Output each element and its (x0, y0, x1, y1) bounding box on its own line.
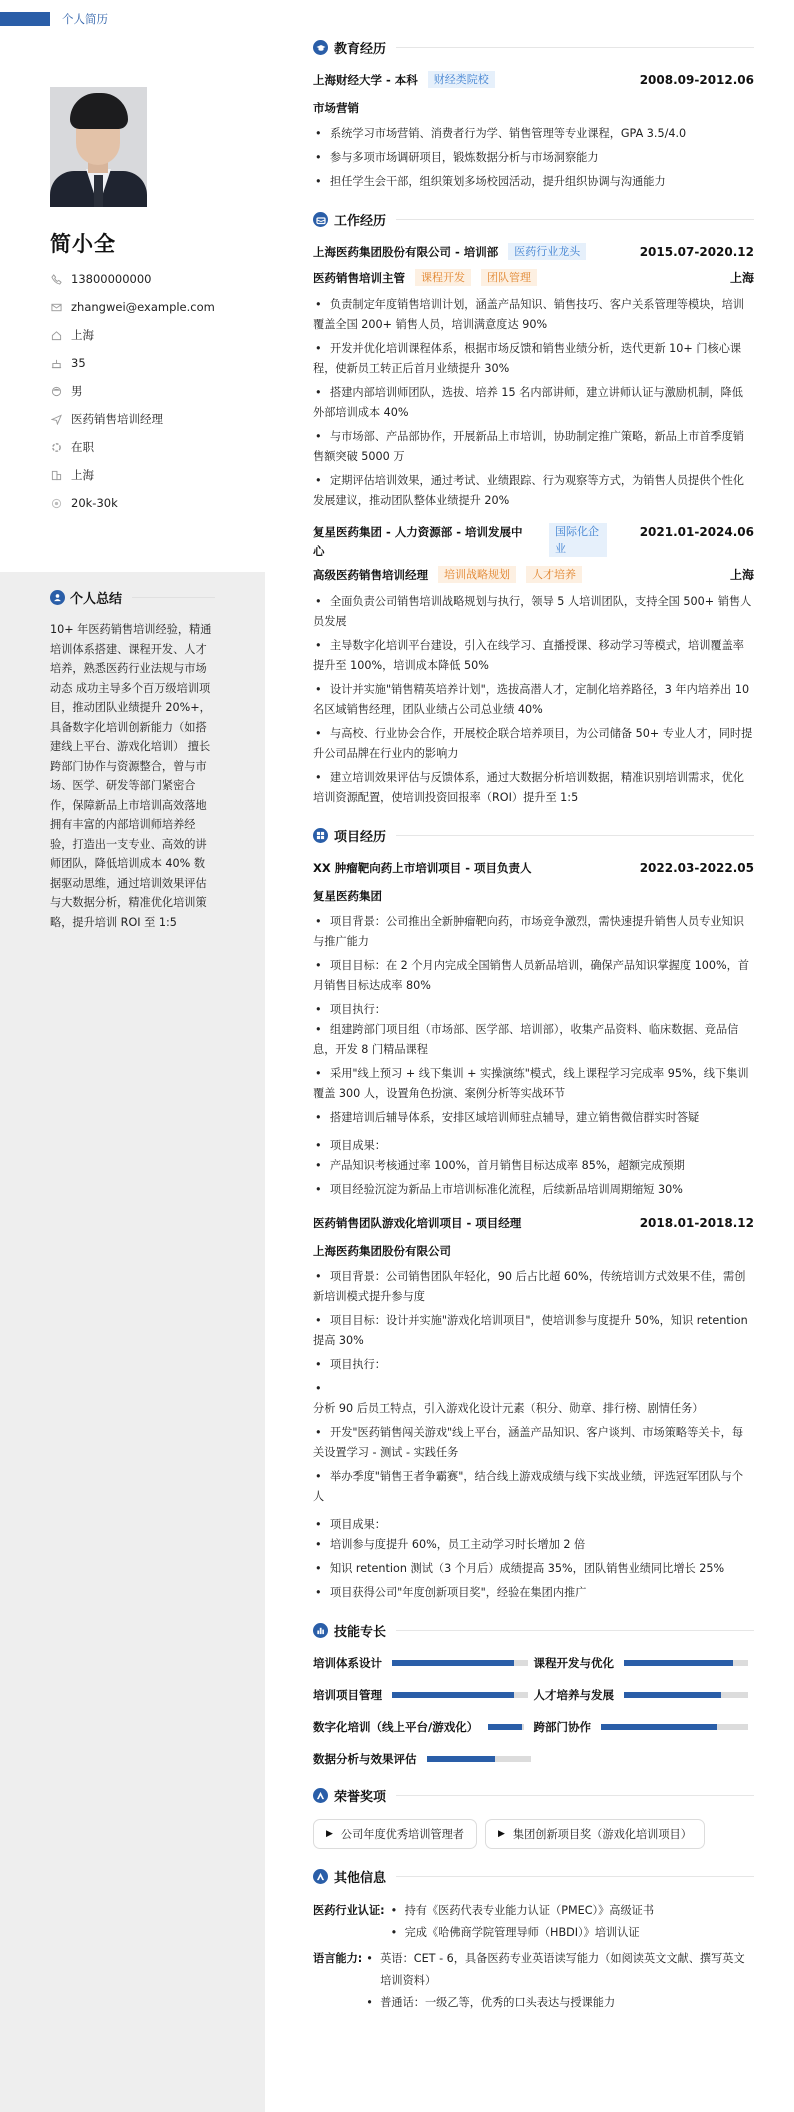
list-item: • 项目经验沉淀为新品上市培训标准化流程，后续新品培训周期缩短 30% (313, 1180, 754, 1200)
page-title: 个人简历 (62, 12, 108, 26)
info-city (50, 461, 215, 489)
list-item: • 项目目标：在 2 个月内完成全国销售人员新品培训，确保产品知识掌握度 100%，首月销售目标达成率 80% (313, 956, 754, 996)
skill-name: 培训项目管理 (313, 1688, 382, 1702)
cake-icon (50, 357, 62, 369)
info-icon (313, 1869, 328, 1884)
projects-title: 项目经历 (334, 830, 387, 845)
major: 市场营销 (313, 101, 359, 115)
other-header (313, 1867, 754, 1886)
divider (396, 219, 754, 220)
list-item: • 产品知识考核通过率 100%，首月销售目标达成率 85%，超额完成预期 (313, 1156, 754, 1176)
skill-bar (601, 1724, 748, 1730)
projects-header (313, 826, 754, 845)
skills-title: 技能专长 (334, 1625, 387, 1640)
list-item: • 项目执行： (313, 1000, 754, 1020)
skill-item (534, 1686, 755, 1704)
job-location: 上海 (729, 271, 754, 285)
company-name: 上海医药集团股份有限公司 - 培训部 (313, 245, 499, 259)
summary-text: 10+ 年医药销售培训经验，精通培训体系搭建、课程开发、人才培养，熟悉医药行业法规与市场动态 成功主导多个百万级培训项目，推动团队业绩提升 20%+，具备数字化培训创新能力（如搭建线上平台、游戏化培训） 擅长跨部门协作与资源整合，曾与市场、医学、研发等部门紧密合作，保障新品上市培训高效落地 拥有丰富的内部培训师培养经验，打造出一支专业、高效的讲师团队，降低培训成本 40% 数据驱动思维，通过培训效果评估与大数据分析，精准优化培训策略，提升培训 ROI 至 1:5 (50, 623, 212, 929)
list-item: • 项目背景：公司销售团队年轻化，90 后占比超 60%，传统培训方式效果不佳，需创新培训模式提升参与度 (313, 1267, 754, 1307)
skill-item (313, 1718, 534, 1736)
skill-item (534, 1654, 755, 1672)
job-location: 上海 (729, 568, 754, 582)
list-item: • 搭建培训后辅导体系，安排区域培训师驻点辅导，建立销售微信群实时答疑 (313, 1108, 754, 1128)
project-entry (313, 859, 754, 1200)
job-role: 高级医药销售培训经理 (313, 568, 428, 582)
divider (396, 1876, 754, 1877)
list-item: • 搭建内部培训师团队，选拔、培养 15 名内部讲师，建立讲师认证与激励机制，降低外部培训成本 40% (313, 383, 754, 423)
divider (396, 1795, 754, 1796)
city-value: 上海 (71, 468, 94, 482)
list-item: 分析 90 后员工特点，引入游戏化设计元素（积分、勋章、排行榜、剧情任务） (313, 1402, 704, 1415)
list-item: • 项目执行： (313, 1355, 754, 1375)
info-email (50, 293, 215, 321)
list-item: • 采用"线上预习 + 线下集训 + 实操演练"模式，线上课程学习完成率 95%，线下集训覆盖 300 人，设置角色扮演、案例分析等实战环节 (313, 1064, 754, 1104)
language-row (313, 1948, 754, 2014)
bar-chart-icon (313, 1623, 328, 1638)
job-period: 2015.07-2020.12 (639, 245, 754, 259)
list-item: • 组建跨部门项目组（市场部、医学部、培训部），收集产品资料、临床数据、竞品信息，开发 8 门精品课程 (313, 1020, 754, 1060)
list-item: • 项目获得公司"年度创新项目奖"，经验在集团内推广 (313, 1583, 754, 1603)
skills-grid (313, 1654, 754, 1768)
company-name: 复星医药集团 - 人力资源部 - 培训发展中心 (313, 525, 523, 558)
summary-title: 个人总结 (70, 592, 123, 607)
awards-header (313, 1786, 754, 1805)
list-item: • 项目目标：设计并实施"游戏化培训项目"，使培训参与度提升 50%，知识 retention 提高 30% (313, 1311, 754, 1351)
skill-bar (392, 1692, 528, 1698)
info-salary (50, 489, 215, 517)
skill-item (313, 1686, 534, 1704)
age-value: 35 (71, 356, 86, 370)
award-label: 公司年度优秀培训管理者 (340, 1828, 464, 1841)
list-item: • 全面负责公司销售培训战略规划与执行，领导 5 人培训团队，支持全国 500+ 销售人员发展 (313, 592, 754, 632)
role-tag: 人才培养 (526, 566, 582, 583)
list-item: • 与市场部、产品部协作，开展新品上市培训，协助制定推广策略，新品上市首季度销售额突破 5000 万 (313, 427, 754, 467)
main-content (313, 38, 754, 2032)
list-item-empty (313, 1379, 754, 1399)
list-item: • 担任学生会干部，组织策划多场校园活动，提升组织协调与沟通能力 (313, 172, 754, 192)
work-section (313, 210, 754, 808)
divider (132, 597, 215, 598)
other-title: 其他信息 (334, 1871, 387, 1886)
triangle-right-icon: ▶ (498, 1829, 505, 1839)
phone-icon (50, 273, 62, 285)
list-item: • 举办季度"销售王者争霸赛"，结合线上游戏成绩与线下实战业绩，评选冠军团队与个人 (313, 1467, 754, 1507)
education-bullets (313, 124, 754, 192)
project-org: 复星医药集团 (313, 889, 382, 903)
project-name: 医药销售团队游戏化培训项目 - 项目经理 (313, 1216, 522, 1230)
education-header (313, 38, 754, 57)
list-item: • 完成《哈佛商学院管理导师（HBDI）》培训认证 (385, 1922, 654, 1944)
list-item: • 英语：CET - 6，具备医药专业英语读写能力（如阅读英文文献、撰写英文培训资料） (360, 1948, 754, 1992)
candidate-name: 简小全 (50, 232, 116, 256)
job-period: 2021.01-2024.06 (639, 525, 754, 539)
email-value: zhangwei@example.com (71, 300, 215, 314)
list-item: • 开发"医药销售闯关游戏"线上平台，涵盖产品知识、客户谈判、市场策略等关卡，每关设置学习 - 测试 - 实践任务 (313, 1423, 754, 1463)
list-item: • 系统学习市场营销、消费者行为学、销售管理等专业课程，GPA 3.5/4.0 (313, 124, 754, 144)
job-entry (313, 243, 754, 511)
user-icon (50, 590, 65, 605)
list-item: • 项目背景：公司推出全新肿瘤靶向药，市场竞争激烈，需快速提升销售人员专业知识与推广能力 (313, 912, 754, 952)
job-role: 医药销售培训主管 (313, 271, 405, 285)
certification-label: 医药行业认证: (313, 1904, 385, 1917)
graduation-cap-icon (313, 40, 328, 55)
skill-name: 数字化培训（线上平台/游戏化） (313, 1720, 479, 1734)
divider (396, 47, 754, 48)
skill-item (313, 1750, 534, 1768)
header-accent-bar (0, 12, 50, 26)
list-item: • 设计并实施"销售精英培养计划"，选拔高潜人才，定制化培养路径，3 年内培养出 10 名区域销售经理，团队业绩占公司总业绩 40% (313, 680, 754, 720)
skill-bar (488, 1724, 524, 1730)
list-item: • 参与多项市场调研项目，锻炼数据分析与市场洞察能力 (313, 148, 754, 168)
list-item: • 培训参与度提升 60%，员工主动学习时长增加 2 倍 (313, 1535, 754, 1555)
project-entry (313, 1214, 754, 1603)
skill-bar (624, 1692, 748, 1698)
awards-title: 荣誉奖项 (334, 1790, 387, 1805)
role-tag: 团队管理 (481, 269, 537, 286)
mail-icon (50, 301, 62, 313)
list-item: • 持有《医药代表专业能力认证（PMEC）》高级证书 (385, 1900, 654, 1922)
award-label: 集团创新项目奖（游戏化培训项目） (512, 1828, 692, 1841)
info-status (50, 433, 215, 461)
info-position (50, 405, 215, 433)
phone-value: 13800000000 (71, 272, 152, 286)
gender-icon (50, 385, 62, 397)
info-phone (50, 265, 215, 293)
skills-header (313, 1621, 754, 1640)
work-title: 工作经历 (334, 214, 387, 229)
portrait-photo (50, 87, 147, 207)
education-period: 2008.09-2012.06 (639, 73, 754, 87)
skill-item (534, 1718, 755, 1736)
divider (396, 835, 754, 836)
send-icon (50, 413, 62, 425)
divider (396, 1630, 754, 1631)
skills-section (313, 1621, 754, 1768)
skill-name: 跨部门协作 (533, 1720, 591, 1734)
project-org: 上海医药集团股份有限公司 (313, 1244, 451, 1258)
project-name: XX 肿瘤靶向药上市培训项目 - 项目负责人 (313, 861, 532, 875)
briefcase-icon (313, 212, 328, 227)
skill-bar (392, 1660, 528, 1666)
work-header (313, 210, 754, 229)
school-name: 上海财经大学 - 本科 (313, 73, 418, 87)
list-item: • 定期评估培训效果，通过考试、业绩跟踪、行为观察等方式，为销售人员提供个性化发展建议，推动团队整体业绩提升 20% (313, 471, 754, 511)
certification-row (313, 1900, 754, 1944)
job-entry (313, 523, 754, 808)
skill-name: 数据分析与效果评估 (313, 1752, 417, 1766)
skill-name: 人才培养与发展 (533, 1688, 614, 1702)
school-tag: 财经类院校 (428, 71, 495, 88)
role-tag: 培训战略规划 (438, 566, 516, 583)
salary-value: 20k-30k (71, 496, 118, 510)
awards-list (313, 1819, 754, 1849)
contact-info-list (50, 265, 215, 517)
salary-icon (50, 497, 62, 509)
position-value: 医药销售培训经理 (71, 412, 163, 426)
list-item: • 项目成果： (313, 1136, 754, 1156)
status-icon (50, 441, 62, 453)
triangle-right-icon: ▶ (326, 1829, 333, 1839)
skill-bar (624, 1660, 748, 1666)
info-gender (50, 377, 215, 405)
role-tag: 课程开发 (415, 269, 471, 286)
language-label: 语言能力: (313, 1952, 363, 1965)
info-home (50, 321, 215, 349)
project-period: 2022.03-2022.05 (639, 861, 754, 875)
skill-name: 课程开发与优化 (533, 1656, 614, 1670)
list-item: • 普通话：一级乙等，优秀的口头表达与授课能力 (360, 1992, 754, 2014)
skill-bar (427, 1756, 531, 1762)
award-item (313, 1819, 477, 1849)
education-section (313, 38, 754, 192)
awards-section (313, 1786, 754, 1849)
award-icon (313, 1788, 328, 1803)
home-icon (50, 329, 62, 341)
gender-value: 男 (71, 384, 83, 398)
grid-icon (313, 828, 328, 843)
list-item: • 项目成果： (313, 1515, 754, 1535)
building-icon (50, 469, 62, 481)
list-item: • 与高校、行业协会合作，开展校企联合培养项目，为公司储备 50+ 专业人才，同时提升公司品牌在行业内的影响力 (313, 724, 754, 764)
education-title: 教育经历 (334, 42, 387, 57)
skill-item (313, 1654, 534, 1672)
project-period: 2018.01-2018.12 (639, 1216, 754, 1230)
list-item: • 知识 retention 测试（3 个月后）成绩提高 35%，团队销售业绩同比增长 25% (313, 1559, 754, 1579)
company-tag: 国际化企业 (549, 523, 607, 557)
list-item: • 建立培训效果评估与反馈体系，通过大数据分析培训数据，精准识别培训需求，优化培训资源配置，使培训投资回报率（ROI）提升至 1:5 (313, 768, 754, 808)
education-row (313, 71, 754, 90)
list-item: • 主导数字化培训平台建设，引入在线学习、直播授课、移动学习等模式，培训覆盖率提升至 100%，培训成本降低 50% (313, 636, 754, 676)
summary-section-header (50, 588, 215, 607)
list-item: • 负责制定年度销售培训计划，涵盖产品知识、销售技巧、客户关系管理等模块，培训覆盖全国 200+ 销售人员，培训满意度达 90% (313, 295, 754, 335)
other-section (313, 1867, 754, 2014)
award-item (485, 1819, 705, 1849)
projects-section (313, 826, 754, 1603)
list-item: • 开发并优化培训课程体系，根据市场反馈和销售业绩分析，迭代更新 10+ 门核心课程，使新员工转正后首月业绩提升 30% (313, 339, 754, 379)
company-tag: 医药行业龙头 (508, 243, 586, 260)
home-value: 上海 (71, 328, 94, 342)
skill-name: 培训体系设计 (313, 1656, 382, 1670)
info-age (50, 349, 215, 377)
status-value: 在职 (71, 440, 94, 454)
